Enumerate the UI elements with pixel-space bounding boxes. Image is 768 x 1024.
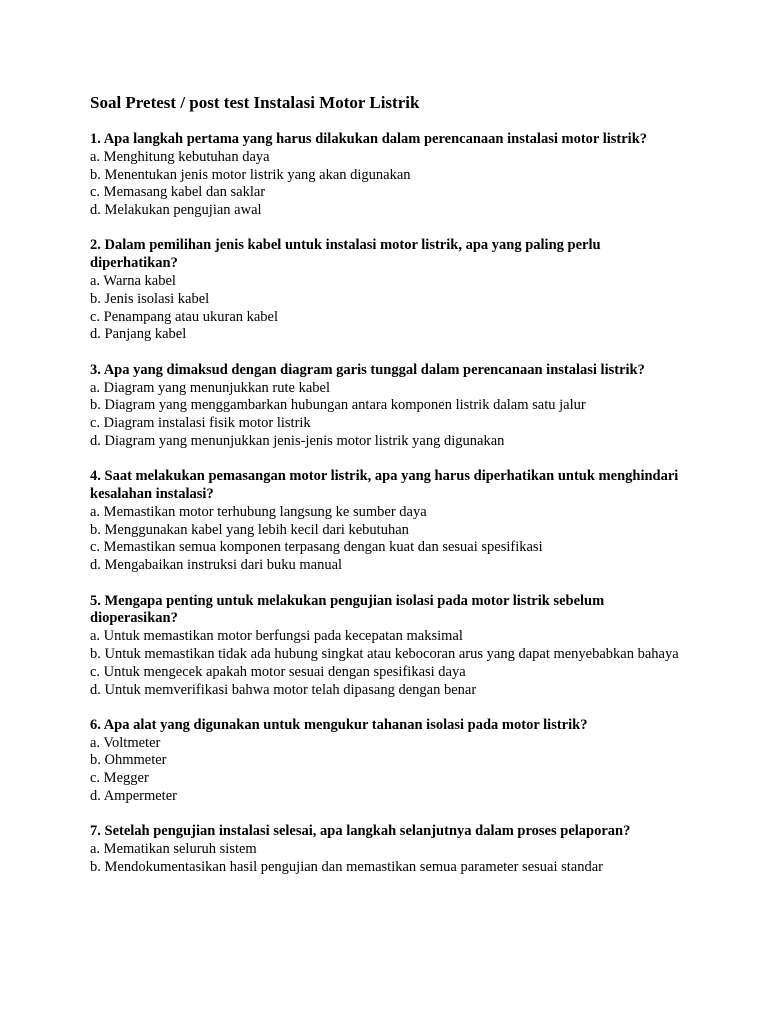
document-page <box>90 92 690 894</box>
option-b: b. Ohmmeter <box>90 752 167 769</box>
question-text: 7. Setelah pengujian instalasi selesai, apa langkah selanjutnya dalam proses pelaporan? <box>90 823 631 840</box>
option-a: a. Untuk memastikan motor berfungsi pada kecepatan maksimal <box>90 628 463 645</box>
question-text: 2. Dalam pemilihan jenis kabel untuk instalasi motor listrik, apa yang paling perlu diperhatikan? <box>90 237 601 272</box>
question-5 <box>90 593 690 700</box>
option-a: a. Voltmeter <box>90 734 161 751</box>
option-a: a. Mematikan seluruh sistem <box>90 841 257 858</box>
question-1 <box>90 131 690 220</box>
question-4 <box>90 468 690 575</box>
option-c: c. Untuk mengecek apakah motor sesuai dengan spesifikasi daya <box>90 663 466 680</box>
option-d: d. Untuk memverifikasi bahwa motor telah dipasang dengan benar <box>90 681 477 698</box>
option-c: c. Memastikan semua komponen terpasang dengan kuat dan sesuai spesifikasi <box>90 539 543 556</box>
question-3 <box>90 362 690 451</box>
option-a: a. Menghitung kebutuhan daya <box>90 148 270 165</box>
option-c: c. Diagram instalasi fisik motor listrik <box>90 415 311 432</box>
option-a: a. Memastikan motor terhubung langsung ke sumber daya <box>90 503 427 520</box>
option-c: c. Penampang atau ukuran kabel <box>90 308 279 325</box>
option-b: b. Menentukan jenis motor listrik yang akan digunakan <box>90 166 411 183</box>
option-d: d. Ampermeter <box>90 788 177 804</box>
option-b: b. Menggunakan kabel yang lebih kecil dari kebutuhan <box>90 521 409 538</box>
question-text: 3. Apa yang dimaksud dengan diagram garis tunggal dalam perencanaan instalasi listrik? <box>90 361 645 378</box>
option-d: d. Diagram yang menunjukkan jenis-jenis motor listrik yang digunakan <box>90 432 505 449</box>
option-a: a. Warna kabel <box>90 273 176 290</box>
option-d: d. Panjang kabel <box>90 326 187 343</box>
option-b: b. Jenis isolasi kabel <box>90 290 210 307</box>
option-c: c. Megger <box>90 770 149 787</box>
option-b: b. Diagram yang menggambarkan hubungan antara komponen listrik dalam satu jalur <box>90 397 586 414</box>
option-d: d. Melakukan pengujian awal <box>90 202 262 219</box>
question-text: 5. Mengapa penting untuk melakukan pengujian isolasi pada motor listrik sebelum dioperasikan? <box>90 592 605 627</box>
option-b: b. Mendokumentasikan hasil pengujian dan memastikan semua parameter sesuai standar <box>90 858 603 875</box>
option-b: b. Untuk memastikan tidak ada hubung singkat atau kebocoran arus yang dapat menyebabkan bahaya <box>90 645 679 662</box>
question-text: 6. Apa alat yang digunakan untuk mengukur tahanan isolasi pada motor listrik? <box>90 716 588 733</box>
question-text: 1. Apa langkah pertama yang harus dilakukan dalam perencanaan instalasi motor listrik? <box>90 131 648 147</box>
question-7 <box>90 823 690 876</box>
document-title: Soal Pretest / post test Instalasi Motor Listrik <box>90 93 420 112</box>
option-c: c. Memasang kabel dan saklar <box>90 184 266 201</box>
question-2 <box>90 237 690 344</box>
question-6 <box>90 717 690 806</box>
question-text: 4. Saat melakukan pemasangan motor listrik, apa yang harus diperhatikan untuk menghindari kesalahan instalasi? <box>90 468 679 503</box>
option-d: d. Mengabaikan instruksi dari buku manual <box>90 557 343 574</box>
option-a: a. Diagram yang menunjukkan rute kabel <box>90 379 330 396</box>
